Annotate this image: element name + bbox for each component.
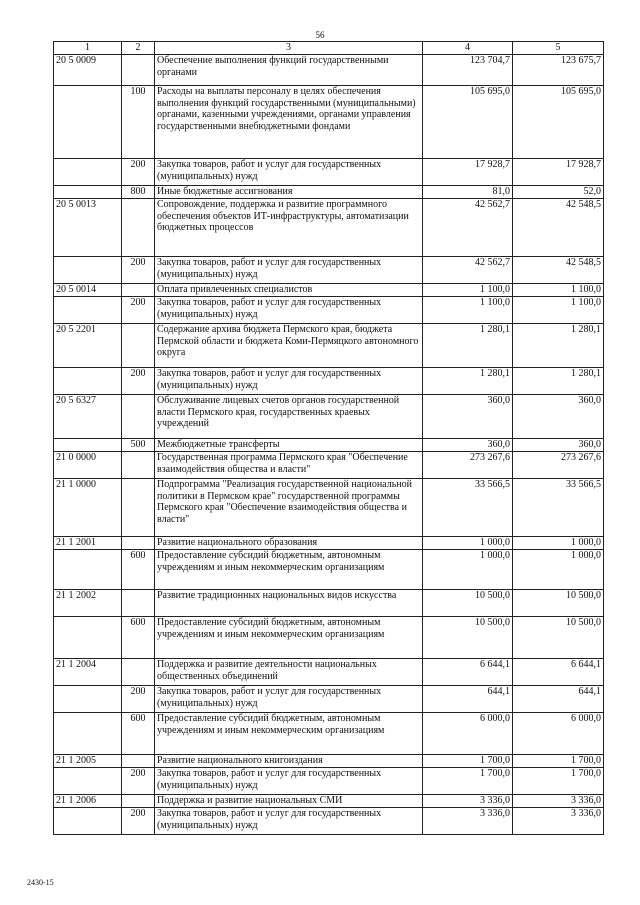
row-expense-type <box>122 395 155 439</box>
row-expense-type: 600 <box>122 713 155 755</box>
row-code <box>54 808 122 835</box>
row-name: Предоставление субсидий бюджетным, автономным учреждениям и иным некоммерческим организациям <box>155 617 423 659</box>
row-name: Развитие национального книгоиздания <box>155 755 423 768</box>
row-code <box>54 257 122 284</box>
row-name: Содержание архива бюджета Пермского края, бюджета Пермской области и бюджета Коми-Пермяцкого автономного округа <box>155 324 423 368</box>
row-amount-2: 6 000,0 <box>513 713 604 755</box>
row-code: 20 5 6327 <box>54 395 122 439</box>
column-header-3: 3 <box>155 42 423 55</box>
row-expense-type <box>122 199 155 257</box>
row-amount-1: 42 562,7 <box>423 257 513 284</box>
row-expense-type: 200 <box>122 368 155 395</box>
page-number: 56 <box>315 30 325 40</box>
row-amount-2: 1 000,0 <box>513 537 604 550</box>
row-code <box>54 186 122 199</box>
row-expense-type <box>122 284 155 297</box>
table-row <box>54 479 604 537</box>
row-name: Закупка товаров, работ и услуг для государственных (муниципальных) нужд <box>155 808 423 835</box>
row-amount-1: 42 562,7 <box>423 199 513 257</box>
row-code <box>54 159 122 186</box>
row-code: 21 1 2006 <box>54 795 122 808</box>
row-name: Иные бюджетные ассигнования <box>155 186 423 199</box>
row-amount-2: 123 675,7 <box>513 55 604 86</box>
row-expense-type: 800 <box>122 186 155 199</box>
row-amount-2: 1 100,0 <box>513 284 604 297</box>
row-amount-1: 17 928,7 <box>423 159 513 186</box>
row-code: 20 5 0014 <box>54 284 122 297</box>
row-expense-type: 600 <box>122 617 155 659</box>
row-amount-1: 123 704,7 <box>423 55 513 86</box>
row-code: 21 1 2005 <box>54 755 122 768</box>
row-expense-type <box>122 537 155 550</box>
row-code <box>54 297 122 324</box>
row-amount-1: 1 000,0 <box>423 550 513 590</box>
row-amount-2: 10 500,0 <box>513 590 604 617</box>
table-row <box>54 590 604 617</box>
row-expense-type <box>122 755 155 768</box>
table-row <box>54 186 604 199</box>
table-row <box>54 795 604 808</box>
table-row <box>54 768 604 795</box>
row-amount-1: 1 700,0 <box>423 768 513 795</box>
row-code: 21 1 0000 <box>54 479 122 537</box>
row-expense-type <box>122 324 155 368</box>
row-amount-1: 10 500,0 <box>423 617 513 659</box>
row-amount-1: 644,1 <box>423 686 513 713</box>
row-name: Поддержка и развитие национальных СМИ <box>155 795 423 808</box>
row-expense-type: 100 <box>122 86 155 159</box>
row-code: 21 1 2002 <box>54 590 122 617</box>
row-amount-2: 17 928,7 <box>513 159 604 186</box>
row-amount-2: 1 700,0 <box>513 755 604 768</box>
row-name: Подпрограмма "Реализация государственной национальной политики в Пермском крае" государственной программы Пермского края "Обеспечение взаимодействия общества и власти" <box>155 479 423 537</box>
row-expense-type <box>122 659 155 686</box>
row-code <box>54 713 122 755</box>
row-amount-2: 52,0 <box>513 186 604 199</box>
column-header-2: 2 <box>122 42 155 55</box>
row-amount-2: 6 644,1 <box>513 659 604 686</box>
row-amount-2: 1 000,0 <box>513 550 604 590</box>
row-expense-type <box>122 795 155 808</box>
row-code: 21 1 2001 <box>54 537 122 550</box>
row-amount-1: 360,0 <box>423 395 513 439</box>
row-amount-1: 105 695,0 <box>423 86 513 159</box>
row-expense-type: 200 <box>122 768 155 795</box>
table-row <box>54 324 604 368</box>
table-row <box>54 537 604 550</box>
row-name: Государственная программа Пермского края "Обеспечение взаимодействия общества и власти" <box>155 452 423 479</box>
row-amount-1: 360,0 <box>423 439 513 452</box>
row-code <box>54 768 122 795</box>
table-row <box>54 755 604 768</box>
row-code <box>54 86 122 159</box>
row-amount-1: 10 500,0 <box>423 590 513 617</box>
row-amount-2: 1 280,1 <box>513 368 604 395</box>
row-amount-2: 42 548,5 <box>513 257 604 284</box>
row-code <box>54 686 122 713</box>
row-code <box>54 550 122 590</box>
row-expense-type: 200 <box>122 808 155 835</box>
row-name: Обеспечение выполнения функций государственными органами <box>155 55 423 86</box>
row-amount-1: 6 000,0 <box>423 713 513 755</box>
row-name: Закупка товаров, работ и услуг для государственных (муниципальных) нужд <box>155 159 423 186</box>
row-amount-1: 6 644,1 <box>423 659 513 686</box>
budget-table <box>53 41 604 835</box>
row-expense-type: 500 <box>122 439 155 452</box>
row-amount-2: 273 267,6 <box>513 452 604 479</box>
table-row <box>54 713 604 755</box>
row-amount-2: 644,1 <box>513 686 604 713</box>
row-code <box>54 368 122 395</box>
row-amount-2: 3 336,0 <box>513 795 604 808</box>
row-code: 20 5 0009 <box>54 55 122 86</box>
table-row <box>54 159 604 186</box>
row-expense-type <box>122 452 155 479</box>
row-amount-2: 3 336,0 <box>513 808 604 835</box>
row-amount-2: 360,0 <box>513 439 604 452</box>
row-name: Оплата привлеченных специалистов <box>155 284 423 297</box>
row-expense-type: 200 <box>122 686 155 713</box>
row-amount-1: 3 336,0 <box>423 795 513 808</box>
row-name: Закупка товаров, работ и услуг для государственных (муниципальных) нужд <box>155 368 423 395</box>
row-name: Закупка товаров, работ и услуг для государственных (муниципальных) нужд <box>155 686 423 713</box>
table-row <box>54 257 604 284</box>
row-expense-type <box>122 479 155 537</box>
row-amount-2: 360,0 <box>513 395 604 439</box>
row-amount-2: 1 700,0 <box>513 768 604 795</box>
column-header-1: 1 <box>54 42 122 55</box>
row-code: 20 5 2201 <box>54 324 122 368</box>
row-name: Межбюджетные трансферты <box>155 439 423 452</box>
row-amount-2: 42 548,5 <box>513 199 604 257</box>
row-amount-1: 1 280,1 <box>423 368 513 395</box>
row-amount-1: 81,0 <box>423 186 513 199</box>
row-amount-1: 1 700,0 <box>423 755 513 768</box>
row-amount-1: 273 267,6 <box>423 452 513 479</box>
row-expense-type <box>122 590 155 617</box>
row-amount-1: 1 100,0 <box>423 297 513 324</box>
row-name: Закупка товаров, работ и услуг для государственных (муниципальных) нужд <box>155 297 423 324</box>
row-name: Закупка товаров, работ и услуг для государственных (муниципальных) нужд <box>155 768 423 795</box>
row-expense-type <box>122 55 155 86</box>
row-amount-1: 1 100,0 <box>423 284 513 297</box>
column-header-5: 5 <box>513 42 604 55</box>
table-row <box>54 452 604 479</box>
table-row <box>54 368 604 395</box>
table-row <box>54 617 604 659</box>
table-row <box>54 686 604 713</box>
row-name: Развитие традиционных национальных видов искусства <box>155 590 423 617</box>
row-amount-2: 33 566,5 <box>513 479 604 537</box>
table-row <box>54 199 604 257</box>
table-row <box>54 297 604 324</box>
table-row <box>54 550 604 590</box>
row-amount-2: 105 695,0 <box>513 86 604 159</box>
row-amount-2: 1 280,1 <box>513 324 604 368</box>
row-name: Развитие национального образования <box>155 537 423 550</box>
table-row <box>54 395 604 439</box>
row-code: 21 0 0000 <box>54 452 122 479</box>
row-name: Предоставление субсидий бюджетным, автономным учреждениям и иным некоммерческим организациям <box>155 713 423 755</box>
table-row <box>54 808 604 835</box>
table-row <box>54 284 604 297</box>
row-amount-1: 3 336,0 <box>423 808 513 835</box>
row-code <box>54 439 122 452</box>
row-name: Предоставление субсидий бюджетным, автономным учреждениям и иным некоммерческим организациям <box>155 550 423 590</box>
row-expense-type: 200 <box>122 297 155 324</box>
table-row <box>54 55 604 86</box>
table-row <box>54 86 604 159</box>
row-amount-1: 1 000,0 <box>423 537 513 550</box>
row-amount-1: 33 566,5 <box>423 479 513 537</box>
row-amount-1: 1 280,1 <box>423 324 513 368</box>
row-name: Расходы на выплаты персоналу в целях обеспечения выполнения функций государственными (муниципальными) органами, казенными учреждениями, органами управления государственными внебюджетными фондами <box>155 86 423 159</box>
row-expense-type: 200 <box>122 159 155 186</box>
row-expense-type: 600 <box>122 550 155 590</box>
column-header-4: 4 <box>423 42 513 55</box>
row-code: 21 1 2004 <box>54 659 122 686</box>
row-amount-2: 10 500,0 <box>513 617 604 659</box>
row-code: 20 5 0013 <box>54 199 122 257</box>
row-name: Закупка товаров, работ и услуг для государственных (муниципальных) нужд <box>155 257 423 284</box>
row-name: Поддержка и развитие деятельности национальных общественных объединений <box>155 659 423 686</box>
row-code <box>54 617 122 659</box>
table-row <box>54 439 604 452</box>
row-amount-2: 1 100,0 <box>513 297 604 324</box>
row-expense-type: 200 <box>122 257 155 284</box>
table-row <box>54 659 604 686</box>
document-code: 2430-15 <box>27 878 54 887</box>
row-name: Сопровождение, поддержка и развитие программного обеспечения объектов ИТ-инфраструктуры, автоматизации бюджетных процессов <box>155 199 423 257</box>
row-name: Обслуживание лицевых счетов органов государственной власти Пермского края, государственных краевых учреждений <box>155 395 423 439</box>
table-header-row <box>54 42 604 55</box>
